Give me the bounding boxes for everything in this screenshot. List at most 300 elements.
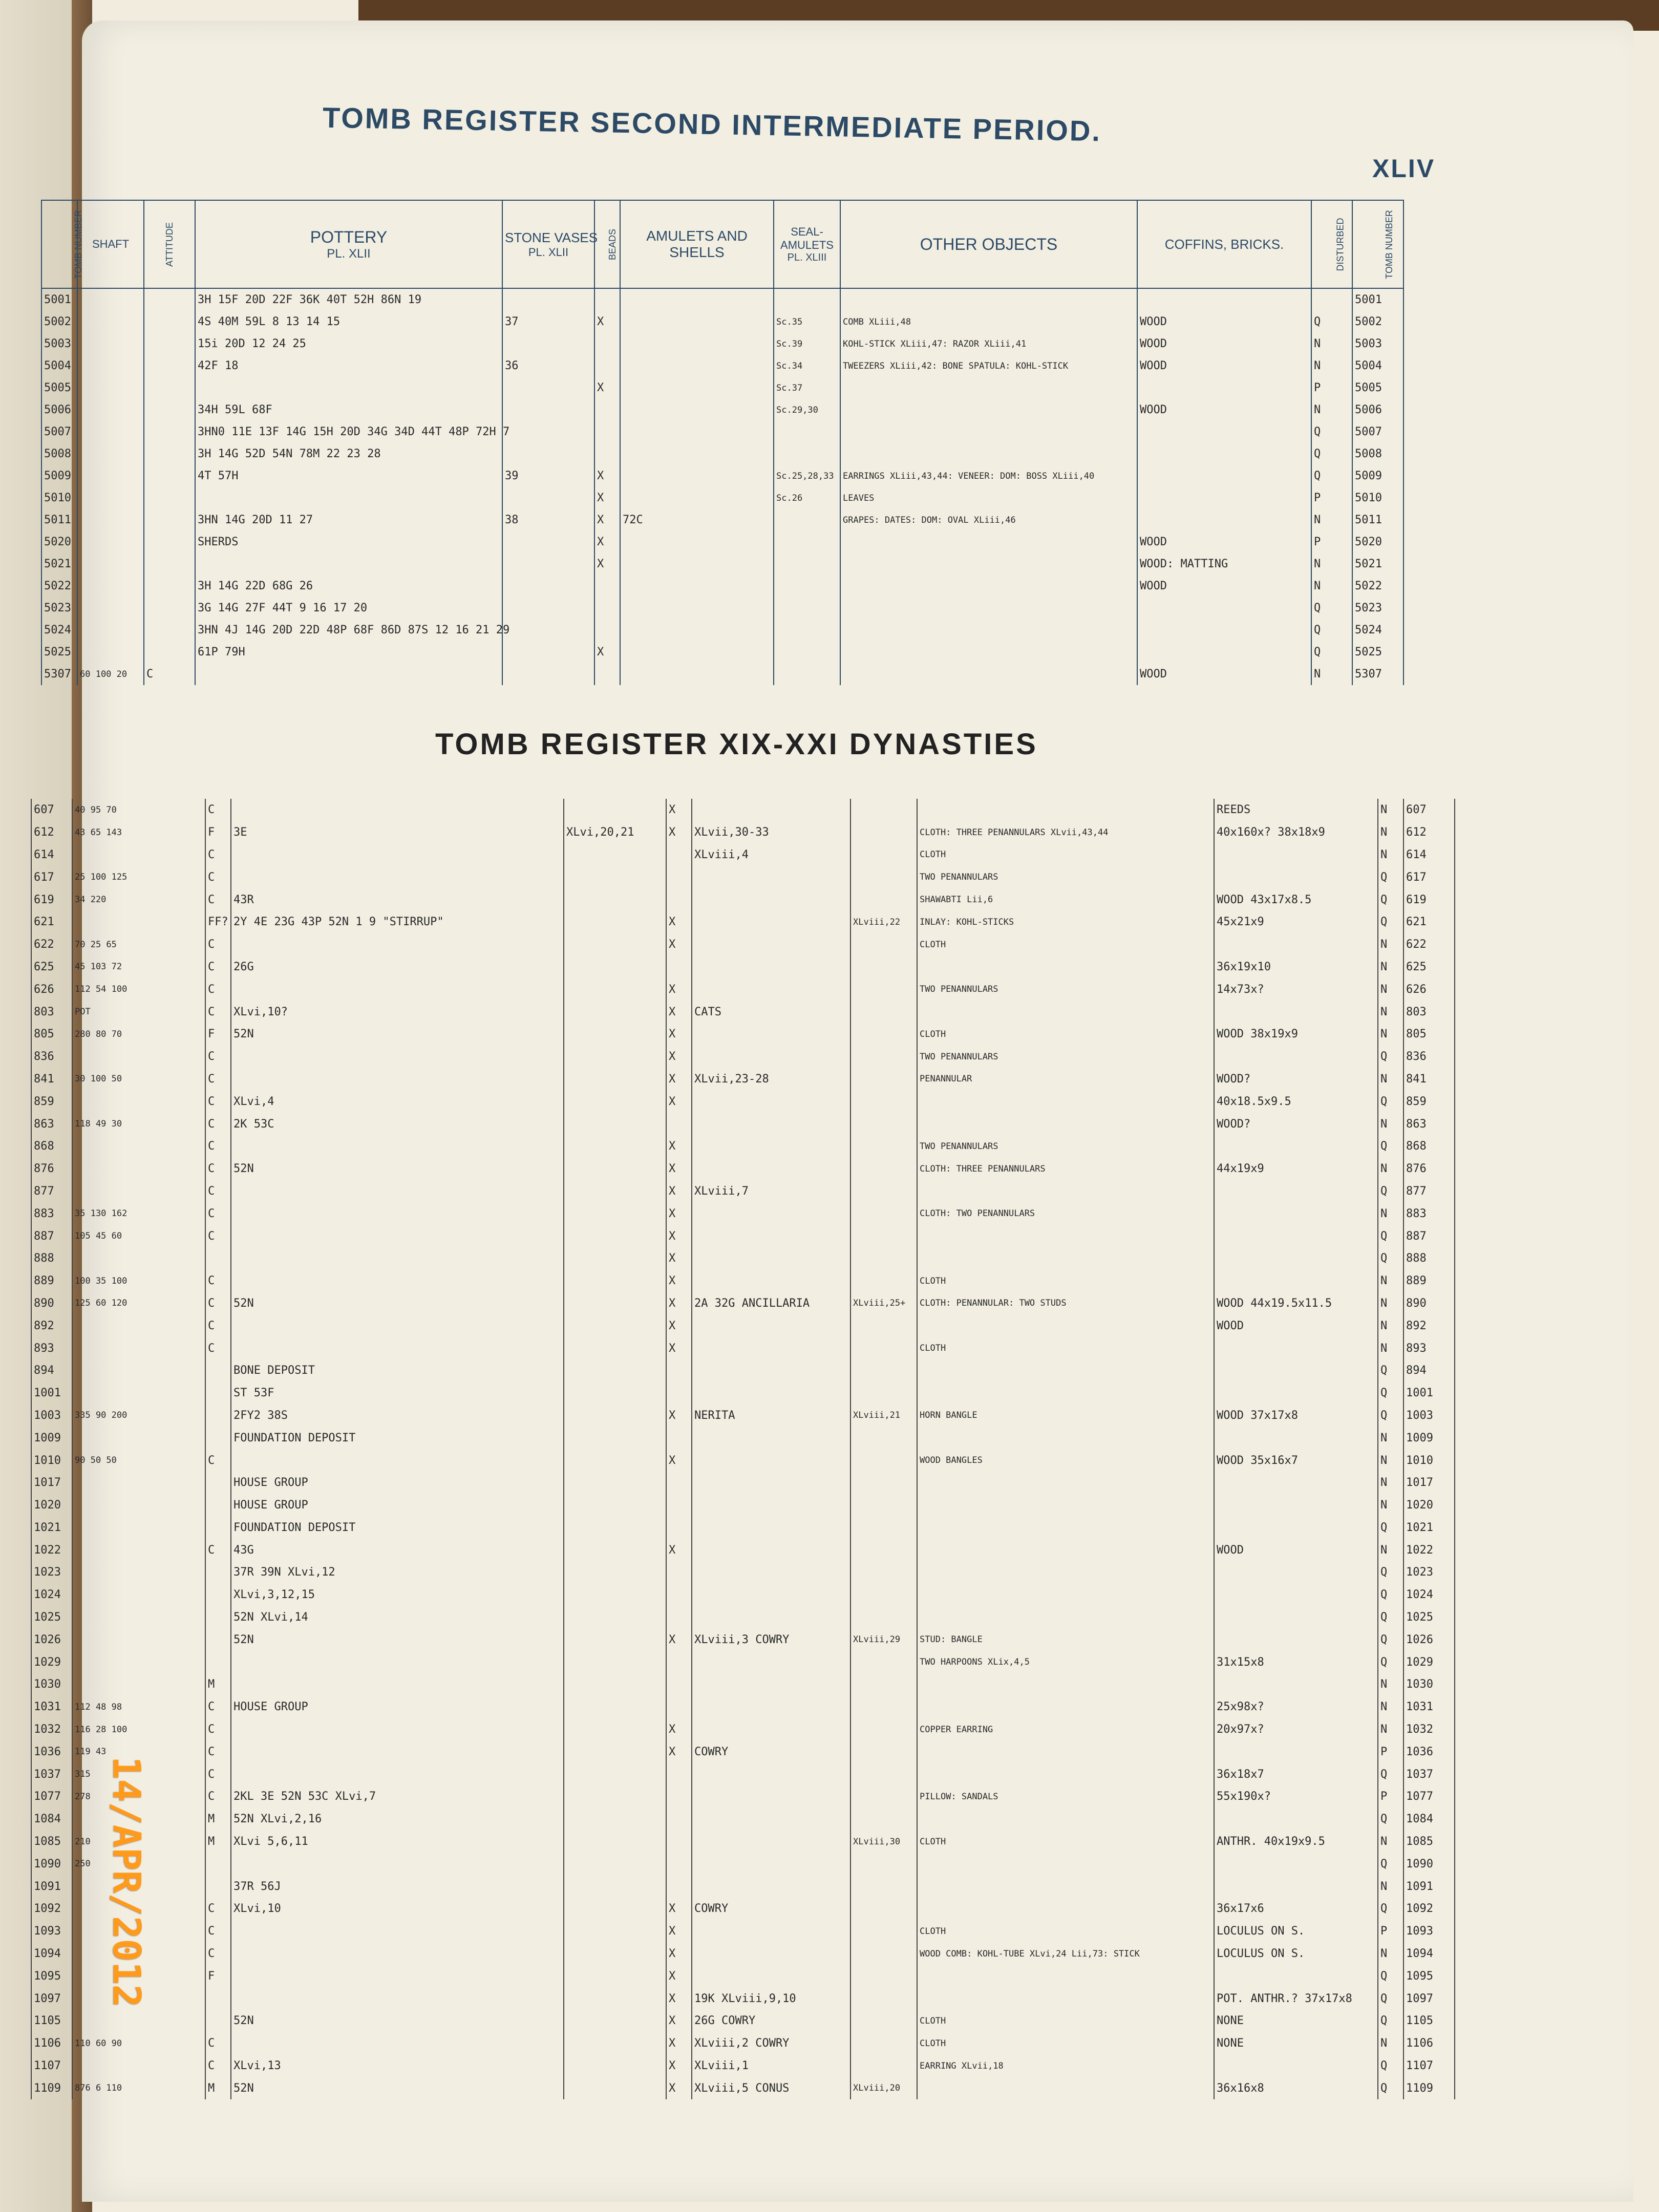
cell-tomb-number: 626	[31, 978, 72, 1001]
cell-coffins-bricks: NONE	[1214, 2032, 1378, 2055]
cell-amulets	[620, 443, 774, 465]
cell-disturbed: N	[1378, 1292, 1403, 1315]
table-row	[31, 1673, 1455, 1696]
cell-other-objects	[840, 619, 1137, 641]
cell-beads	[666, 1494, 692, 1517]
cell-seal-amulets: XLviii,22	[850, 911, 917, 933]
cell-sex: C	[205, 1225, 231, 1247]
table-row	[31, 1808, 1455, 1831]
cell-coffins-bricks	[1214, 1202, 1378, 1225]
cell-amulets	[692, 1831, 850, 1853]
cell-beads: X	[666, 1449, 692, 1472]
cell-tomb-number: 805	[31, 1023, 72, 1046]
cell-seal-amulets	[850, 1651, 917, 1673]
cell-amulets	[692, 1382, 850, 1405]
cell-stone-vases	[564, 1740, 666, 1763]
cell-tomb-number-right: 5010	[1352, 487, 1403, 509]
cell-coffins-bricks: WOOD	[1137, 399, 1311, 421]
cell-shaft	[72, 1337, 205, 1359]
cell-coffins-bricks	[1214, 933, 1378, 956]
cell-tomb-number: 1093	[31, 1920, 72, 1943]
cell-beads	[666, 1584, 692, 1606]
cell-beads	[594, 355, 620, 377]
cell-beads	[666, 956, 692, 979]
cell-amulets	[692, 866, 850, 888]
cell-tomb-number: 1090	[31, 1853, 72, 1875]
cell-sex: C	[205, 933, 231, 956]
cell-other-objects	[917, 1808, 1214, 1831]
cell-tomb-number-right: 888	[1403, 1247, 1455, 1270]
cell-pottery: 3H 14G 22D 68G 26	[195, 575, 502, 597]
cell-tomb-number: 1029	[31, 1651, 72, 1673]
cell-other-objects: KOHL-STICK XLiii,47: RAZOR XLiii,41	[840, 333, 1137, 355]
cell-coffins-bricks	[1214, 1427, 1378, 1449]
cell-sex: C	[205, 1763, 231, 1785]
cell-disturbed: N	[1378, 821, 1403, 844]
cell-shaft: 876 6 110	[72, 2077, 205, 2099]
cell-seal-amulets	[850, 1359, 917, 1382]
cell-beads: X	[666, 1965, 692, 1987]
cell-shaft	[72, 1561, 205, 1584]
cell-beads: X	[594, 531, 620, 553]
cell-sex: C	[205, 2055, 231, 2077]
table-row	[41, 333, 1403, 355]
cell-stone-vases	[564, 978, 666, 1001]
cell-sex	[205, 2010, 231, 2032]
cell-seal-amulets	[850, 1314, 917, 1337]
cell-coffins-bricks: 36x19x10	[1214, 956, 1378, 979]
cell-shaft: POT	[72, 1001, 205, 1023]
cell-coffins-bricks	[1214, 1965, 1378, 1987]
cell-seal-amulets	[774, 288, 840, 311]
cell-seal-amulets: Sc.34	[774, 355, 840, 377]
cell-disturbed: Q	[1378, 1225, 1403, 1247]
cell-shaft	[72, 1651, 205, 1673]
cell-coffins-bricks	[1214, 866, 1378, 888]
cell-other-objects	[917, 1853, 1214, 1875]
cell-pottery: 3G 14G 27F 44T 9 16 17 20	[195, 597, 502, 619]
cell-sex	[144, 443, 195, 465]
table-row	[31, 1158, 1455, 1180]
table-row	[31, 844, 1455, 866]
cell-sex: M	[205, 2077, 231, 2099]
cell-coffins-bricks: 40x18.5x9.5	[1214, 1090, 1378, 1113]
cell-sex	[144, 487, 195, 509]
table-row	[31, 1561, 1455, 1584]
cell-coffins-bricks: WOOD	[1137, 333, 1311, 355]
cell-disturbed: N	[1378, 1270, 1403, 1292]
cell-disturbed: N	[1378, 1472, 1403, 1494]
cell-other-objects	[917, 1584, 1214, 1606]
cell-pottery	[231, 1314, 564, 1337]
cell-pottery: FOUNDATION DEPOSIT	[231, 1427, 564, 1449]
cell-coffins-bricks	[1214, 1673, 1378, 1696]
cell-tomb-number: 1032	[31, 1718, 72, 1741]
cell-disturbed: Q	[1378, 1965, 1403, 1987]
cell-beads: X	[666, 1180, 692, 1203]
cell-pottery	[231, 1763, 564, 1785]
cell-other-objects	[917, 1673, 1214, 1696]
cell-stone-vases	[564, 1606, 666, 1629]
cell-coffins-bricks	[1137, 597, 1311, 619]
cell-coffins-bricks	[1214, 1046, 1378, 1068]
cell-other-objects: CLOTH	[917, 933, 1214, 956]
cell-sex: M	[205, 1831, 231, 1853]
cell-beads: X	[666, 1920, 692, 1943]
cell-stone-vases	[564, 1651, 666, 1673]
cell-tomb-number: 5007	[41, 421, 77, 443]
cell-disturbed: Q	[1378, 1135, 1403, 1158]
cell-pottery	[231, 1046, 564, 1068]
cell-stone-vases: 36	[502, 355, 594, 377]
cell-seal-amulets	[774, 509, 840, 531]
cell-amulets	[692, 1225, 850, 1247]
cell-pottery	[231, 2032, 564, 2055]
table-row	[41, 355, 1403, 377]
cell-seal-amulets	[850, 799, 917, 821]
cell-seal-amulets	[850, 1987, 917, 2010]
cell-coffins-bricks	[1214, 1001, 1378, 1023]
cell-other-objects	[917, 1247, 1214, 1270]
cell-pottery: FOUNDATION DEPOSIT	[231, 1517, 564, 1539]
cell-stone-vases	[564, 1920, 666, 1943]
cell-pottery	[231, 1943, 564, 1965]
cell-tomb-number-right: 625	[1403, 956, 1455, 979]
cell-tomb-number-right: 868	[1403, 1135, 1455, 1158]
cell-other-objects: GRAPES: DATES: DOM: OVAL XLiii,46	[840, 509, 1137, 531]
cell-pottery: HOUSE GROUP	[231, 1494, 564, 1517]
cell-coffins-bricks: WOOD	[1137, 575, 1311, 597]
cell-stone-vases	[564, 1314, 666, 1337]
cell-seal-amulets	[850, 1472, 917, 1494]
cell-amulets	[692, 888, 850, 911]
cell-seal-amulets	[850, 1113, 917, 1135]
cell-stone-vases	[564, 1785, 666, 1808]
cell-shaft	[72, 1628, 205, 1651]
cell-stone-vases	[502, 597, 594, 619]
cell-coffins-bricks	[1214, 1472, 1378, 1494]
cell-coffins-bricks	[1214, 1740, 1378, 1763]
cell-tomb-number: 5005	[41, 377, 77, 399]
cell-tomb-number: 614	[31, 844, 72, 866]
cell-beads: X	[666, 2010, 692, 2032]
cell-tomb-number-right: 1109	[1403, 2077, 1455, 2099]
cell-disturbed: Q	[1378, 1651, 1403, 1673]
table-row	[41, 421, 1403, 443]
table-row	[41, 288, 1403, 311]
cell-disturbed: N	[1311, 333, 1352, 355]
cell-shaft: 335 90 200	[72, 1405, 205, 1427]
cell-seal-amulets: Sc.26	[774, 487, 840, 509]
header-tomb-number-right: TOMB NUMBER	[1352, 200, 1403, 288]
cell-amulets: 2A 32G ANCILLARIA	[692, 1292, 850, 1315]
cell-stone-vases	[564, 1965, 666, 1987]
cell-coffins-bricks: WOOD	[1137, 663, 1311, 685]
cell-seal-amulets	[850, 933, 917, 956]
cell-pottery	[231, 799, 564, 821]
cell-shaft: 30 100 50	[72, 1068, 205, 1091]
cell-stone-vases	[564, 1427, 666, 1449]
cell-stone-vases	[502, 641, 594, 663]
cell-amulets	[620, 553, 774, 575]
cell-beads	[666, 844, 692, 866]
table-row	[31, 1965, 1455, 1987]
cell-amulets	[692, 1718, 850, 1741]
table-row	[31, 2010, 1455, 2032]
table-row	[31, 1270, 1455, 1292]
cell-tomb-number-right: 1024	[1403, 1584, 1455, 1606]
cell-seal-amulets: Sc.39	[774, 333, 840, 355]
cell-beads	[594, 288, 620, 311]
cell-stone-vases	[564, 1292, 666, 1315]
cell-seal-amulets	[850, 1202, 917, 1225]
cell-beads: X	[594, 509, 620, 531]
cell-beads	[666, 1853, 692, 1875]
cell-amulets	[692, 1943, 850, 1965]
cell-coffins-bricks: WOOD 38x19x9	[1214, 1023, 1378, 1046]
cell-tomb-number-right: 1084	[1403, 1808, 1455, 1831]
cell-tomb-number: 1009	[31, 1427, 72, 1449]
cell-sex	[144, 377, 195, 399]
cell-sex	[205, 1584, 231, 1606]
cell-disturbed: Q	[1378, 1808, 1403, 1831]
cell-tomb-number-right: 889	[1403, 1270, 1455, 1292]
cell-amulets	[692, 1113, 850, 1135]
cell-disturbed: P	[1311, 377, 1352, 399]
cell-beads	[666, 888, 692, 911]
cell-tomb-number-right: 1025	[1403, 1606, 1455, 1629]
cell-tomb-number: 622	[31, 933, 72, 956]
cell-seal-amulets: XLviii,20	[850, 2077, 917, 2099]
cell-tomb-number: 607	[31, 799, 72, 821]
cell-seal-amulets: XLviii,30	[850, 1831, 917, 1853]
cell-seal-amulets	[850, 1561, 917, 1584]
cell-stone-vases	[564, 844, 666, 866]
cell-disturbed: Q	[1311, 641, 1352, 663]
cell-tomb-number-right: 5025	[1352, 641, 1403, 663]
cell-other-objects: TWO HARPOONS XLix,4,5	[917, 1651, 1214, 1673]
cell-disturbed: N	[1378, 1427, 1403, 1449]
cell-seal-amulets	[774, 443, 840, 465]
table-row	[31, 2032, 1455, 2055]
cell-sex: M	[205, 1808, 231, 1831]
cell-stone-vases	[564, 2055, 666, 2077]
cell-coffins-bricks: REEDS	[1214, 799, 1378, 821]
table-row	[31, 1247, 1455, 1270]
cell-amulets	[620, 531, 774, 553]
cell-other-objects: CLOTH: TWO PENANNULARS	[917, 1202, 1214, 1225]
cell-tomb-number: 1077	[31, 1785, 72, 1808]
cell-sex: C	[205, 1158, 231, 1180]
cell-beads: X	[666, 1247, 692, 1270]
cell-sex: C	[205, 1920, 231, 1943]
cell-amulets	[620, 663, 774, 685]
cell-seal-amulets	[774, 531, 840, 553]
cell-amulets	[692, 1763, 850, 1785]
cell-disturbed: Q	[1378, 888, 1403, 911]
cell-shaft	[72, 1180, 205, 1203]
cell-disturbed: Q	[1311, 421, 1352, 443]
cell-seal-amulets	[774, 597, 840, 619]
cell-disturbed: N	[1378, 1494, 1403, 1517]
cell-sex	[205, 1628, 231, 1651]
cell-coffins-bricks	[1137, 443, 1311, 465]
cell-shaft	[77, 399, 144, 421]
cell-beads: X	[666, 1337, 692, 1359]
cell-coffins-bricks	[1214, 1606, 1378, 1629]
cell-disturbed: P	[1311, 531, 1352, 553]
cell-shaft	[72, 2010, 205, 2032]
cell-tomb-number-right: 877	[1403, 1180, 1455, 1203]
cell-tomb-number: 5020	[41, 531, 77, 553]
cell-beads	[666, 1561, 692, 1584]
cell-other-objects	[840, 399, 1137, 421]
cell-shaft: 110 60 90	[72, 2032, 205, 2055]
cell-other-objects: TWEEZERS XLiii,42: BONE SPATULA: KOHL-STICK	[840, 355, 1137, 377]
cell-tomb-number: 803	[31, 1001, 72, 1023]
cell-disturbed: Q	[1378, 2055, 1403, 2077]
cell-seal-amulets	[850, 1920, 917, 1943]
cell-disturbed: N	[1378, 1113, 1403, 1135]
cell-tomb-number: 859	[31, 1090, 72, 1113]
cell-sex: C	[205, 1135, 231, 1158]
cell-tomb-number-right: 1022	[1403, 1539, 1455, 1561]
cell-coffins-bricks: 36x17x6	[1214, 1898, 1378, 1920]
cell-pottery	[231, 1247, 564, 1270]
cell-pottery: 37R 39N XLvi,12	[231, 1561, 564, 1584]
cell-sex	[144, 421, 195, 443]
cell-beads: X	[666, 911, 692, 933]
cell-amulets	[692, 1651, 850, 1673]
cell-seal-amulets: XLviii,21	[850, 1405, 917, 1427]
cell-seal-amulets	[850, 1225, 917, 1247]
cell-amulets	[692, 1517, 850, 1539]
cell-other-objects: CLOTH	[917, 1337, 1214, 1359]
table-row	[31, 1853, 1455, 1875]
cell-sex: C	[205, 1046, 231, 1068]
cell-tomb-number: 5003	[41, 333, 77, 355]
cell-tomb-number: 617	[31, 866, 72, 888]
cell-coffins-bricks: 25x98x?	[1214, 1696, 1378, 1718]
cell-beads: X	[666, 1068, 692, 1091]
cell-beads	[666, 1606, 692, 1629]
cell-beads	[666, 1517, 692, 1539]
cell-pottery: 52N	[231, 2077, 564, 2099]
cell-tomb-number-right: 1023	[1403, 1561, 1455, 1584]
cell-seal-amulets: Sc.29,30	[774, 399, 840, 421]
xix-xxi-register	[31, 799, 1455, 2099]
cell-sex: M	[205, 1673, 231, 1696]
cell-shaft: 45 103 72	[72, 956, 205, 979]
cell-seal-amulets	[850, 1270, 917, 1292]
cell-amulets	[692, 1606, 850, 1629]
cell-seal-amulets	[850, 2032, 917, 2055]
cell-coffins-bricks: 45x21x9	[1214, 911, 1378, 933]
cell-beads	[666, 866, 692, 888]
cell-coffins-bricks	[1137, 487, 1311, 509]
cell-stone-vases	[564, 1628, 666, 1651]
cell-pottery: 52N XLvi,14	[231, 1606, 564, 1629]
cell-stone-vases	[564, 1472, 666, 1494]
cell-tomb-number-right: 1017	[1403, 1472, 1455, 1494]
cell-tomb-number-right: 836	[1403, 1046, 1455, 1068]
table-row	[31, 978, 1455, 1001]
cell-sex	[205, 1987, 231, 2010]
cell-pottery	[231, 1920, 564, 1943]
cell-tomb-number-right: 5006	[1352, 399, 1403, 421]
cell-disturbed: Q	[1378, 2010, 1403, 2032]
cell-amulets	[692, 1449, 850, 1472]
cell-amulets	[692, 1314, 850, 1337]
cell-disturbed: N	[1378, 844, 1403, 866]
cell-other-objects	[917, 1472, 1214, 1494]
cell-pottery: 52N XLvi,2,16	[231, 1808, 564, 1831]
cell-tomb-number-right: 5021	[1352, 553, 1403, 575]
cell-disturbed: N	[1311, 509, 1352, 531]
cell-coffins-bricks	[1214, 1225, 1378, 1247]
cell-shaft	[72, 1359, 205, 1382]
cell-seal-amulets: XLviii,29	[850, 1628, 917, 1651]
cell-pottery: 3HN 14G 20D 11 27	[195, 509, 502, 531]
cell-beads: X	[666, 1943, 692, 1965]
cell-tomb-number: 5009	[41, 465, 77, 487]
cell-stone-vases	[564, 1225, 666, 1247]
cell-coffins-bricks: 44x19x9	[1214, 1158, 1378, 1180]
cell-stone-vases	[502, 531, 594, 553]
cell-pottery: 52N	[231, 2010, 564, 2032]
cell-pottery	[195, 663, 502, 685]
cell-tomb-number: 1094	[31, 1943, 72, 1965]
cell-tomb-number-right: 1026	[1403, 1628, 1455, 1651]
cell-shaft: 116 28 100	[72, 1718, 205, 1741]
cell-beads	[666, 1113, 692, 1135]
cell-coffins-bricks: 55x190x?	[1214, 1785, 1378, 1808]
cell-tomb-number: 619	[31, 888, 72, 911]
cell-shaft	[72, 1494, 205, 1517]
cell-other-objects	[917, 1561, 1214, 1584]
cell-stone-vases	[564, 1561, 666, 1584]
header-row	[41, 200, 1403, 288]
table-row	[31, 1382, 1455, 1405]
cell-pottery: 2KL 3E 52N 53C XLvi,7	[231, 1785, 564, 1808]
cell-beads: X	[666, 2055, 692, 2077]
cell-shaft	[77, 465, 144, 487]
cell-other-objects	[840, 443, 1137, 465]
cell-shaft	[72, 1158, 205, 1180]
cell-shaft: 315	[72, 1763, 205, 1785]
cell-amulets: NERITA	[692, 1405, 850, 1427]
cell-sex	[205, 1405, 231, 1427]
cell-pottery	[231, 1673, 564, 1696]
cell-tomb-number: 1031	[31, 1696, 72, 1718]
table-row	[41, 663, 1403, 685]
cell-seal-amulets	[850, 1584, 917, 1606]
table-row	[31, 1517, 1455, 1539]
cell-beads: X	[666, 1314, 692, 1337]
cell-stone-vases	[502, 421, 594, 443]
cell-tomb-number-right: 1021	[1403, 1517, 1455, 1539]
cell-disturbed: Q	[1378, 1606, 1403, 1629]
cell-coffins-bricks	[1137, 641, 1311, 663]
table-row	[41, 311, 1403, 333]
header-amulets: AMULETS AND SHELLS	[620, 200, 774, 288]
cell-disturbed: Q	[1378, 1987, 1403, 2010]
cell-disturbed: Q	[1378, 1359, 1403, 1382]
cell-pottery: 43R	[231, 888, 564, 911]
cell-stone-vases	[564, 1831, 666, 1853]
cell-amulets	[692, 1965, 850, 1987]
cell-tomb-number: 1030	[31, 1673, 72, 1696]
